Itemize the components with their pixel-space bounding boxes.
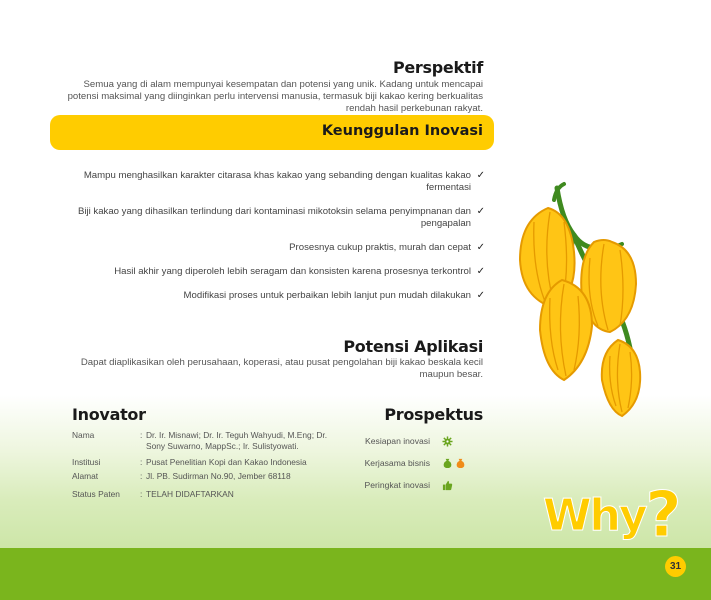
perspektif-title: Perspektif: [392, 58, 483, 77]
inovator-label: Nama: [72, 430, 95, 440]
why-logo: [543, 478, 680, 551]
prospektus-label: Kesiapan inovasi: [365, 436, 430, 446]
inovator-separator: :: [140, 430, 143, 440]
prospektus-label: Kerjasama bisnis: [364, 458, 430, 468]
benefit-item: [60, 170, 485, 194]
inovator-row: [72, 457, 336, 468]
inovator-value: Pusat Penelitian Kopi dan Kakao Indonesia: [146, 457, 307, 467]
cocoa-pods-illustration: [512, 180, 642, 420]
perspektif-text: Semua yang di alam mempunyai kesempatan dan potensi yang unik. Kadang untuk mencapai potensi maksimal yang diinginkan perlu intervensi manusia, termasuk biji kakao kering berkualitas rendah hasil perkebunan rakyat.: [67, 79, 483, 114]
prospektus-title: Prospektus: [384, 405, 483, 424]
inovator-value: TELAH DIDAFTARKAN: [146, 489, 234, 499]
inovator-label: Alamat: [72, 470, 99, 481]
inovator-title: Inovator: [72, 405, 146, 424]
benefit-list: [60, 170, 485, 314]
benefit-text: Prosesnya cukup praktis, murah dan cepat: [289, 242, 471, 253]
benefit-text: Hasil akhir yang diperoleh lebih seragam dan konsisten karena prosesnya terkontrol: [114, 266, 471, 277]
benefit-item: [60, 290, 485, 302]
inovator-value: Jl. PB. Sudirman No.90, Jember 68118: [146, 470, 291, 481]
gear-icon: [442, 436, 453, 447]
prospektus-list: [348, 430, 466, 496]
inovator-table: [72, 430, 336, 503]
prospektus-label: Peringkat inovasi: [364, 480, 430, 490]
inovator-row: [72, 471, 336, 482]
prospektus-row: [348, 474, 466, 496]
potensi-text: Dapat diaplikasikan oleh perusahaan, koperasi, atau pusat pengolahan biji kakao beskala kecil maupun besar.: [80, 357, 483, 380]
inovator-separator: :: [140, 470, 143, 481]
check-icon: ✓: [476, 290, 485, 301]
benefit-item: [60, 206, 485, 230]
potensi-title: Potensi Aplikasi: [343, 337, 483, 356]
why-word: Why: [543, 490, 646, 541]
check-icon: ✓: [476, 242, 485, 253]
bottom-green-band: [0, 548, 711, 600]
page-number: 31: [665, 556, 686, 577]
inovator-row: [72, 430, 336, 451]
check-icon: ✓: [476, 266, 485, 277]
money-bag-icon: [442, 457, 466, 469]
inovator-separator: :: [140, 489, 143, 499]
benefit-text: Modifikasi proses untuk perbaikan lebih lanjut pun mudah dilakukan: [183, 290, 471, 301]
inovator-value: Dr. Ir. Misnawi; Dr. Ir. Teguh Wahyudi, M.Eng; Dr. Sony Suwarno, MappSc.; Ir. Sulistyowati.: [146, 430, 328, 451]
benefit-item: [60, 266, 485, 278]
inovator-label: Status Paten: [72, 489, 120, 499]
check-icon: ✓: [476, 170, 485, 181]
inovator-separator: :: [140, 457, 143, 467]
check-icon: ✓: [476, 206, 485, 217]
thumbs-up-icon: [442, 480, 453, 491]
inovator-row: [72, 489, 336, 500]
benefit-text: Mampu menghasilkan karakter citarasa khas kakao yang sebanding dengan kualitas kakao fermentasi: [83, 170, 471, 193]
keunggulan-title: Keunggulan Inovasi: [321, 123, 483, 139]
inovator-label: Institusi: [72, 457, 101, 467]
prospektus-row: [348, 430, 466, 452]
question-mark: ?: [645, 478, 680, 551]
benefit-text: Biji kakao yang dihasilkan terlindung dari kontaminasi mikotoksin selama penyimpnanan dan pengapalan: [77, 206, 471, 229]
prospektus-row: [348, 452, 466, 474]
benefit-item: [60, 242, 485, 254]
